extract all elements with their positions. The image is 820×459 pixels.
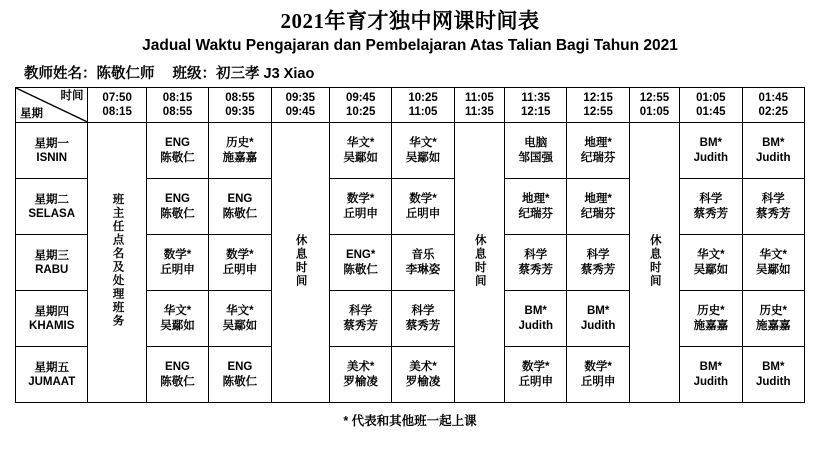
lesson-teacher: Judith bbox=[693, 151, 729, 164]
lesson-teacher: Judith bbox=[756, 375, 791, 388]
period-start-4: 09:35 bbox=[285, 92, 315, 105]
lesson-subject: 华文* bbox=[697, 248, 725, 261]
period-header-6 bbox=[392, 88, 454, 123]
period-end-6: 11:05 bbox=[408, 106, 438, 119]
lesson-teacher: 纪瑞芬 bbox=[580, 207, 616, 220]
day-cell-thursday bbox=[16, 291, 88, 347]
lesson-teacher: 施嘉嘉 bbox=[222, 151, 258, 164]
duty-cell-text: 班主任点名及处理班务 bbox=[111, 193, 124, 329]
lesson-teacher: 吴鄢如 bbox=[405, 151, 441, 164]
period-header-7 bbox=[454, 88, 504, 123]
period-header-1 bbox=[88, 88, 146, 123]
lesson-teacher: 陈敬仁 bbox=[222, 207, 258, 220]
lesson-cell bbox=[392, 123, 454, 179]
rest-cell-afternoon bbox=[629, 123, 679, 403]
page-title-chinese: 2021年育才独中网课时间表 bbox=[280, 9, 540, 33]
lesson-cell bbox=[209, 123, 271, 179]
lesson-teacher: 蔡秀芳 bbox=[343, 319, 378, 332]
day-name-cn: 星期三 bbox=[34, 249, 69, 262]
lesson-teacher: 丘明申 bbox=[343, 207, 378, 220]
lesson-cell bbox=[567, 347, 629, 403]
lesson-cell bbox=[329, 347, 391, 403]
period-start-2: 08:15 bbox=[162, 92, 193, 105]
period-header-11 bbox=[680, 88, 742, 123]
lesson-subject: 科学 bbox=[761, 192, 785, 205]
lesson-cell bbox=[742, 347, 804, 403]
period-start-3: 08:55 bbox=[225, 92, 255, 105]
lesson-subject: 数学* bbox=[409, 192, 437, 205]
lesson-subject: 地理* bbox=[522, 192, 550, 205]
lesson-cell bbox=[680, 123, 742, 179]
lesson-cell bbox=[329, 179, 391, 235]
lesson-cell bbox=[505, 347, 567, 403]
lesson-subject: BM* bbox=[586, 304, 610, 317]
lesson-teacher: 蔡秀芳 bbox=[693, 207, 729, 220]
lesson-cell bbox=[209, 291, 271, 347]
day-cell-friday bbox=[16, 347, 88, 403]
lesson-cell bbox=[742, 179, 804, 235]
lesson-subject: 科学 bbox=[699, 192, 723, 205]
period-start-6: 10:25 bbox=[408, 92, 438, 105]
period-start-5: 09:45 bbox=[345, 92, 376, 105]
lesson-teacher: 蔡秀芳 bbox=[580, 263, 616, 276]
day-name-my: JUMAAT bbox=[28, 375, 76, 388]
lesson-subject: 美术* bbox=[409, 360, 437, 373]
period-start-9: 12:15 bbox=[583, 92, 613, 105]
day-cell-monday bbox=[16, 123, 88, 179]
lesson-teacher: 丘明申 bbox=[160, 263, 195, 276]
period-header-8 bbox=[505, 88, 567, 123]
lesson-subject: 历史* bbox=[226, 136, 254, 149]
lesson-subject: 华文* bbox=[759, 248, 787, 261]
lesson-subject: 华文* bbox=[163, 304, 192, 317]
lesson-cell bbox=[680, 347, 742, 403]
lesson-teacher: Judith bbox=[693, 375, 729, 388]
lesson-subject: 音乐 bbox=[411, 248, 435, 261]
period-end-3: 09:35 bbox=[225, 106, 255, 119]
lesson-cell bbox=[567, 235, 629, 291]
lesson-subject: 数学* bbox=[226, 248, 254, 261]
period-end-4: 09:45 bbox=[285, 106, 315, 119]
lesson-subject: 科学 bbox=[411, 304, 435, 317]
lesson-cell bbox=[505, 291, 567, 347]
table-header-row bbox=[16, 88, 805, 123]
lesson-subject: 美术* bbox=[346, 360, 375, 373]
lesson-teacher: 丘明申 bbox=[405, 207, 441, 220]
day-name-cn: 星期二 bbox=[34, 193, 69, 206]
lesson-cell bbox=[505, 235, 567, 291]
lesson-subject: 数学* bbox=[584, 360, 612, 373]
lesson-subject: ENG* bbox=[345, 248, 376, 261]
lesson-cell bbox=[329, 123, 391, 179]
period-end-7: 11:35 bbox=[465, 106, 494, 119]
rest-cell-morning bbox=[271, 123, 329, 403]
lesson-teacher: 陈敬仁 bbox=[160, 151, 195, 164]
lesson-subject: 数学* bbox=[163, 248, 192, 261]
corner-time-label: 时间 bbox=[60, 90, 84, 103]
lesson-subject: ENG bbox=[227, 192, 253, 205]
lesson-subject: 华文* bbox=[346, 136, 375, 149]
lesson-cell bbox=[567, 123, 629, 179]
lesson-teacher: 吴鄢如 bbox=[222, 319, 258, 332]
lesson-subject: 科学 bbox=[349, 304, 373, 317]
period-end-12: 02:25 bbox=[758, 106, 788, 119]
teacher-name-label: 教师姓名：陈敬仁师 bbox=[24, 66, 155, 83]
lesson-teacher: 丘明申 bbox=[222, 263, 258, 276]
lesson-subject: 历史* bbox=[697, 304, 725, 317]
period-end-2: 08:55 bbox=[162, 106, 193, 119]
lesson-teacher: 纪瑞芬 bbox=[518, 207, 553, 220]
lesson-cell bbox=[680, 235, 742, 291]
lesson-subject: BM* bbox=[699, 136, 723, 149]
rest-cell-text: 休息时间 bbox=[648, 233, 661, 288]
period-start-12: 01:45 bbox=[758, 92, 788, 105]
lesson-cell bbox=[742, 123, 804, 179]
lesson-teacher: 吴鄢如 bbox=[756, 263, 791, 276]
period-start-11: 01:05 bbox=[696, 92, 726, 105]
corner-day-label: 星期 bbox=[20, 108, 43, 121]
lesson-subject: ENG bbox=[165, 360, 190, 373]
lesson-teacher: 陈敬仁 bbox=[222, 375, 258, 388]
period-header-3 bbox=[209, 88, 271, 123]
table-row bbox=[16, 123, 805, 179]
lesson-teacher: 吴鄢如 bbox=[160, 319, 195, 332]
lesson-cell bbox=[392, 347, 454, 403]
lesson-cell bbox=[505, 123, 567, 179]
lesson-teacher: 施嘉嘉 bbox=[756, 319, 791, 332]
lesson-subject: ENG bbox=[227, 360, 253, 373]
lesson-cell bbox=[742, 235, 804, 291]
period-end-5: 10:25 bbox=[345, 106, 376, 119]
period-end-10: 01:05 bbox=[639, 106, 670, 119]
lesson-teacher: 蔡秀芳 bbox=[756, 207, 791, 220]
lesson-teacher: Judith bbox=[756, 151, 791, 164]
timetable bbox=[15, 87, 805, 403]
lesson-teacher: 邹国强 bbox=[518, 151, 553, 164]
day-name-cn: 星期一 bbox=[34, 137, 69, 150]
lesson-subject: 数学* bbox=[522, 360, 550, 373]
lesson-cell bbox=[680, 179, 742, 235]
lesson-cell bbox=[329, 235, 391, 291]
lesson-cell bbox=[146, 291, 208, 347]
lesson-cell bbox=[392, 235, 454, 291]
lesson-cell bbox=[567, 291, 629, 347]
footnote: * 代表和其他班一起上课 bbox=[343, 414, 477, 429]
lesson-teacher: 施嘉嘉 bbox=[693, 319, 729, 332]
day-cell-tuesday bbox=[16, 179, 88, 235]
rest-cell-midday bbox=[454, 123, 504, 403]
lesson-subject: BM* bbox=[699, 360, 723, 373]
lesson-subject: ENG bbox=[165, 192, 190, 205]
day-name-my: RABU bbox=[35, 263, 69, 276]
period-end-9: 12:55 bbox=[583, 106, 613, 119]
rest-cell-text: 休息时间 bbox=[294, 233, 307, 288]
lesson-teacher: Judith bbox=[518, 319, 553, 332]
lesson-teacher: 罗榆凌 bbox=[405, 375, 441, 388]
period-start-10: 12:55 bbox=[639, 92, 670, 105]
lesson-cell bbox=[146, 235, 208, 291]
period-header-10 bbox=[629, 88, 679, 123]
lesson-cell bbox=[209, 347, 271, 403]
lesson-subject: 数学* bbox=[346, 192, 375, 205]
lesson-teacher: 吴鄢如 bbox=[343, 151, 378, 164]
lesson-subject: 华文* bbox=[226, 304, 254, 317]
lesson-teacher: 吴鄢如 bbox=[693, 263, 729, 276]
lesson-teacher: Judith bbox=[580, 319, 616, 332]
lesson-cell bbox=[680, 291, 742, 347]
lesson-cell bbox=[392, 291, 454, 347]
lesson-teacher: 丘明申 bbox=[580, 375, 616, 388]
lesson-cell bbox=[209, 179, 271, 235]
lesson-teacher: 罗榆凌 bbox=[343, 375, 378, 388]
lesson-subject: 电脑 bbox=[524, 136, 548, 149]
lesson-teacher: 陈敬仁 bbox=[160, 207, 195, 220]
lesson-cell bbox=[146, 123, 208, 179]
duty-cell bbox=[88, 123, 146, 403]
period-end-1: 08:15 bbox=[102, 106, 132, 119]
period-start-8: 11:35 bbox=[521, 92, 551, 105]
lesson-teacher: 蔡秀芳 bbox=[405, 319, 441, 332]
period-end-8: 12:15 bbox=[521, 106, 551, 119]
day-name-my: SELASA bbox=[28, 207, 76, 220]
lesson-cell bbox=[392, 179, 454, 235]
day-cell-wednesday bbox=[16, 235, 88, 291]
period-start-1: 07:50 bbox=[102, 92, 132, 105]
period-header-9 bbox=[567, 88, 629, 123]
day-name-cn: 星期五 bbox=[34, 361, 69, 374]
page-title-malay: Jadual Waktu Pengajaran dan Pembelajaran Atas Talian Bagi Tahun 2021 bbox=[142, 37, 678, 55]
period-header-4 bbox=[271, 88, 329, 123]
rest-cell-text: 休息时间 bbox=[473, 233, 486, 288]
lesson-subject: ENG bbox=[165, 136, 190, 149]
lesson-teacher: 李琳姿 bbox=[405, 263, 441, 276]
lesson-cell bbox=[209, 235, 271, 291]
lesson-subject: 华文* bbox=[409, 136, 437, 149]
lesson-subject: 科学 bbox=[586, 248, 610, 261]
meta-row bbox=[24, 62, 806, 83]
period-start-7: 11:05 bbox=[465, 92, 494, 105]
lesson-teacher: 陈敬仁 bbox=[160, 375, 195, 388]
period-end-11: 01:45 bbox=[696, 106, 726, 119]
lesson-cell bbox=[505, 179, 567, 235]
lesson-cell bbox=[329, 291, 391, 347]
period-header-12 bbox=[742, 88, 804, 123]
lesson-subject: BM* bbox=[524, 304, 547, 317]
lesson-teacher: 陈敬仁 bbox=[343, 263, 378, 276]
lesson-subject: BM* bbox=[762, 136, 785, 149]
lesson-cell bbox=[146, 347, 208, 403]
lesson-subject: 历史* bbox=[759, 304, 787, 317]
day-name-my: KHAMIS bbox=[29, 319, 75, 332]
lesson-teacher: 丘明申 bbox=[518, 375, 553, 388]
lesson-subject: 地理* bbox=[584, 136, 612, 149]
lesson-teacher: 蔡秀芳 bbox=[518, 263, 553, 276]
lesson-cell bbox=[742, 291, 804, 347]
class-label: 班级：初三孝 J3 Xiao bbox=[172, 66, 315, 83]
lesson-cell bbox=[567, 179, 629, 235]
day-name-my: ISNIN bbox=[36, 151, 68, 164]
lesson-subject: 科学 bbox=[524, 248, 548, 261]
lesson-subject: BM* bbox=[762, 360, 785, 373]
lesson-cell bbox=[146, 179, 208, 235]
lesson-subject: 地理* bbox=[584, 192, 612, 205]
day-name-cn: 星期四 bbox=[34, 305, 69, 318]
corner-header-cell bbox=[16, 88, 88, 123]
lesson-teacher: 纪瑞芬 bbox=[580, 151, 616, 164]
period-header-2 bbox=[146, 88, 208, 123]
period-header-5 bbox=[329, 88, 391, 123]
